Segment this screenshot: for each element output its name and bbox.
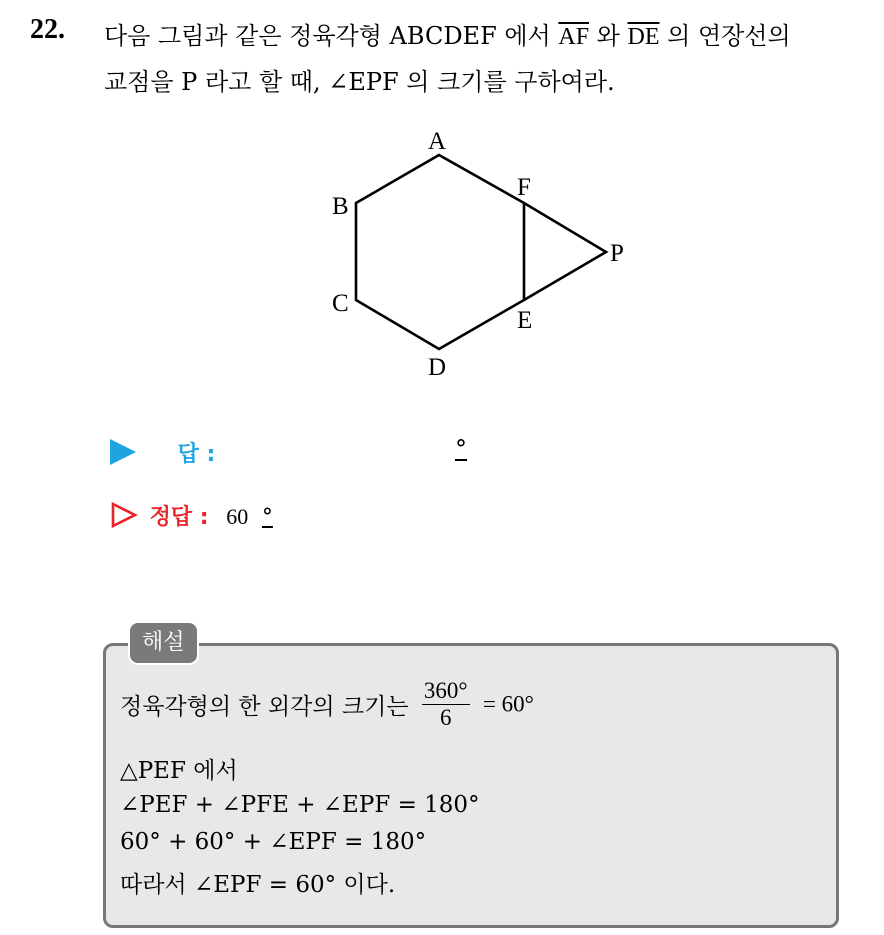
correct-answer-label: 정답 : <box>149 505 209 530</box>
answer-blank-unit: ° <box>455 435 467 463</box>
question-text-part: 와 <box>589 22 628 50</box>
hexagon-figure <box>300 115 660 395</box>
question-text-line-1 <box>104 16 791 51</box>
fraction-denominator: 6 <box>439 705 452 730</box>
hexagon-outline <box>356 155 524 349</box>
question-number: 22. <box>30 14 65 45</box>
fraction-numerator: 360° <box>423 678 468 703</box>
solution-line-5: 따라서 ∠EPF = 60° 이다. <box>120 872 396 898</box>
vertex-label-d: D <box>428 354 447 381</box>
vertex-label-e: E <box>517 307 533 334</box>
correct-answer-unit: ° <box>261 505 273 530</box>
outline-triangle-icon <box>110 501 138 529</box>
question-text-part: 의 연장선의 <box>659 22 791 50</box>
fraction <box>422 678 470 731</box>
correct-answer-row <box>110 500 273 531</box>
triangle-extension <box>524 203 606 300</box>
correct-answer-value: 60 <box>226 504 249 529</box>
segment-de: $\overline{DE}$ <box>627 24 660 50</box>
answer-label: 답 : <box>177 442 216 467</box>
solution-tag: 해설 <box>128 621 199 665</box>
question-text-line-2: 교점을 P 라고 할 때, ∠EPF 의 크기를 구하여라. <box>104 68 615 96</box>
solution-line-2: △PEF 에서 <box>120 758 238 784</box>
segment-af: $\overline{AF}$ <box>558 24 590 50</box>
vertex-label-b: B <box>332 193 349 220</box>
solution-line-4: 60° + 60° + ∠EPF = 180° <box>120 829 427 855</box>
play-triangle-icon <box>110 439 136 465</box>
vertex-label-f: F <box>517 174 531 201</box>
answer-row <box>110 435 467 468</box>
solution-line-3: ∠PEF + ∠PFE + ∠EPF = 180° <box>120 792 480 818</box>
question-text-part: 다음 그림과 같은 정육각형 ABCDEF 에서 <box>104 22 559 50</box>
solution-text: 정육각형의 한 외각의 크기는 <box>120 694 409 720</box>
vertex-label-p: P <box>610 240 624 267</box>
solution-result: = 60° <box>482 691 534 717</box>
solution-line-1 <box>120 678 534 731</box>
vertex-label-c: C <box>332 290 349 317</box>
vertex-label-a: A <box>428 128 447 155</box>
